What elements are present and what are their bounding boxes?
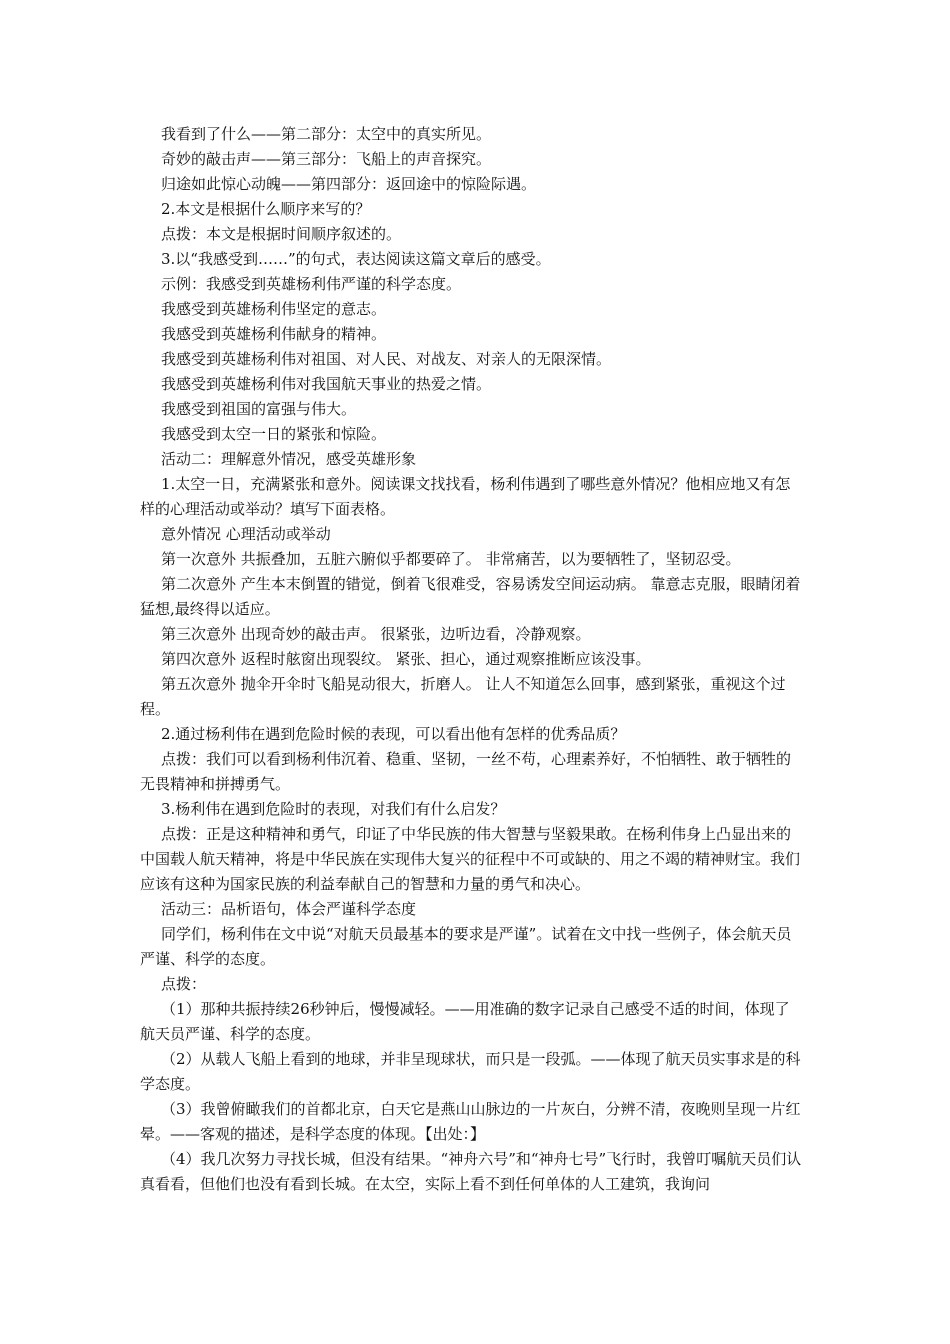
feeling-line: 我感受到英雄杨利伟献身的精神。 (161, 325, 387, 343)
document-body (140, 122, 803, 1197)
table-row: 第二次意外 产生本末倒置的错觉，倒着飞很难受，容易诱发空间运动病。 靠意志克服，眼睛闭着猛想,最终得以适应。 (140, 575, 801, 618)
hint-qualities: 点拨：我们可以看到杨利伟沉着、稳重、坚韧，一丝不苟，心理素养好，不怕牺牲、敢于牺牲的无畏精神和拼搏勇气。 (140, 750, 792, 793)
hint-label: 点拨： (161, 975, 207, 993)
question-inspiration: 3.杨利伟在遇到危险时的表现，对我们有什么启发？ (161, 800, 506, 818)
example-item: （3）我曾俯瞰我们的首都北京，白天它是燕山山脉边的一片灰白，分辨不清，夜晚则呈现一片红晕。——客观的描述，是科学态度的体现。【出处：】 (140, 1100, 801, 1143)
feeling-line: 我感受到祖国的富强与伟大。 (161, 400, 357, 418)
paragraph-part-four: 归途如此惊心动魄——第四部分：返回途中的惊险际遇。 (161, 175, 537, 193)
hint-order: 点拨：本文是根据时间顺序叙述的。 (161, 225, 402, 243)
table-row: 第三次意外 出现奇妙的敲击声。 很紧张，边听边看，冷静观察。 (161, 625, 591, 643)
example-item: （4）我几次努力寻找长城，但没有结果。“神舟六号”和“神舟七号”飞行时，我曾叮嘱航天员们认真看看，但他们也没有看到长城。在太空，实际上看不到任何单体的人工建筑，我询问 (140, 1150, 802, 1193)
example-feeling: 示例：我感受到英雄杨利伟严谨的科学态度。 (161, 275, 462, 293)
table-row: 第四次意外 返程时舷窗出现裂纹。 紧张、担心，通过观察推断应该没事。 (161, 650, 651, 668)
feeling-line: 我感受到太空一日的紧张和惊险。 (161, 425, 387, 443)
feeling-line: 我感受到英雄杨利伟坚定的意志。 (161, 300, 387, 318)
table-header: 意外情况 心理活动或举动 (161, 525, 331, 543)
question-qualities: 2.通过杨利伟在遇到危险时候的表现，可以看出他有怎样的优秀品质？ (161, 725, 626, 743)
activity-two-heading: 活动二：理解意外情况，感受英雄形象 (161, 450, 417, 468)
paragraph-part-three: 奇妙的敲击声——第三部分：飞船上的声音探究。 (161, 150, 492, 168)
hint-inspiration: 点拨：正是这种精神和勇气，印证了中华民族的伟大智慧与坚毅果敢。在杨利伟身上凸显出来的中国载人航天精神，将是中华民族在实现伟大复兴的征程中不可或缺的、用之不竭的精神财宝。我们应该有这种为国家民族的利益奉献自己的智慧和力量的勇气和决心。 (140, 825, 801, 893)
activity-three-heading: 活动三：品析语句，体会严谨科学态度 (161, 900, 417, 918)
table-row: 第五次意外 抛伞开伞时飞船晃动很大，折磨人。 让人不知道怎么回事，感到紧张，重视这个过程。 (140, 675, 786, 718)
question-accidents: 1.太空一日，充满紧张和意外。阅读课文找找看，杨利伟遇到了哪些意外情况？他相应地又有怎样的心理活动或举动？填写下面表格。 (140, 475, 791, 518)
feeling-line: 我感受到英雄杨利伟对我国航天事业的热爱之情。 (161, 375, 492, 393)
feeling-line: 我感受到英雄杨利伟对祖国、对人民、对战友、对亲人的无限深情。 (161, 350, 612, 368)
paragraph-part-two: 我看到了什么——第二部分：太空中的真实所见。 (161, 125, 492, 143)
table-row: 第一次意外 共振叠加，五脏六腑似乎都要碎了。 非常痛苦，以为要牺牲了，坚韧忍受。 (161, 550, 741, 568)
question-order: 2.本文是根据什么顺序来写的？ (161, 200, 371, 218)
question-feelings: 3.以“我感受到……”的句式，表达阅读这篇文章后的感受。 (161, 250, 551, 268)
example-item: （1）那种共振持续26秒钟后，慢慢减轻。——用准确的数字记录自己感受不适的时间，体现了航天员严谨、科学的态度。 (140, 1000, 790, 1043)
activity-three-intro: 同学们，杨利伟在文中说“对航天员最基本的要求是严谨”。试着在文中找一些例子，体会航天员严谨、科学的态度。 (140, 925, 792, 968)
example-item: （2）从载人飞船上看到的地球，并非呈现球状，而只是一段弧。——体现了航天员实事求是的科学态度。 (140, 1050, 801, 1093)
